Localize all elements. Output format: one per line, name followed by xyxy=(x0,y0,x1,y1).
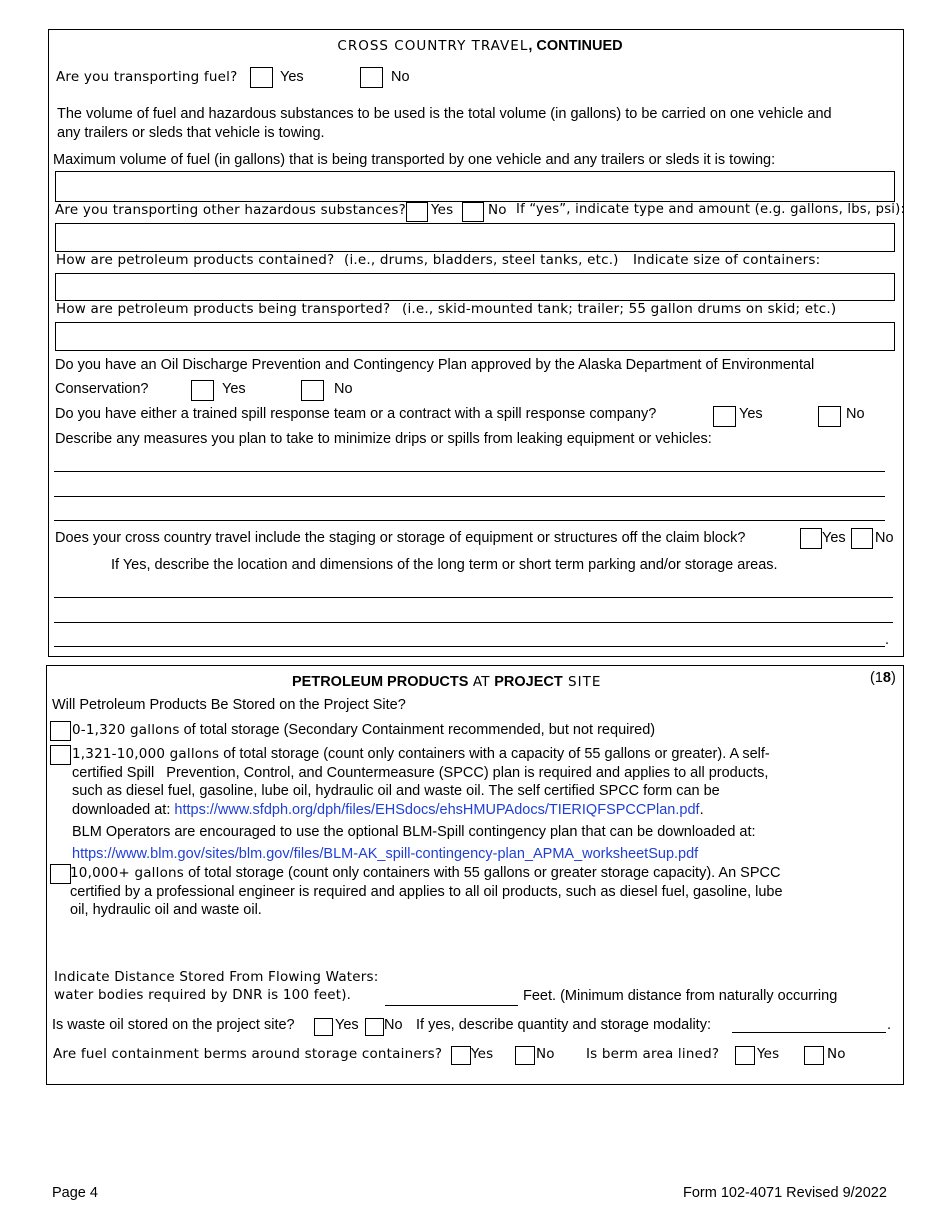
section2-title: PETROLEUM PRODUCTS AT PROJECT SITE xyxy=(292,674,602,690)
q-odpcp-line1: Do you have an Oil Discharge Prevention and Contingency Plan approved by the Alaska Department of Environmental xyxy=(55,357,815,373)
q-measures: Describe any measures you plan to take to minimize drips or spills from leaking equipment or vehicles: xyxy=(55,431,712,447)
storage-option-1: 0-1,320 gallons of total storage (Secondary Containment recommended, but not required) xyxy=(72,722,656,738)
berm-lined-yes-checkbox[interactable] xyxy=(735,1046,755,1065)
fuel-no-checkbox[interactable] xyxy=(360,67,383,88)
measures-line-2[interactable] xyxy=(54,496,885,497)
berms-yes-checkbox[interactable] xyxy=(451,1046,471,1065)
storage-10000-plus-checkbox[interactable] xyxy=(50,864,71,884)
storage-option-2-line3: such as diesel fuel, gasoline, lube oil, hydraulic oil and waste oil. The self certified SPCC form can be xyxy=(72,783,720,799)
spill-team-no-checkbox[interactable] xyxy=(818,406,841,427)
contained-size: Indicate size of containers: xyxy=(633,252,821,268)
staging-yes-label: Yes xyxy=(822,530,846,546)
max-volume-label: Maximum volume of fuel (in gallons) that is being transported by one vehicle and any trailers or sleds it is towing: xyxy=(53,152,776,168)
staging-line-3[interactable] xyxy=(54,646,885,647)
spill-team-yes-checkbox[interactable] xyxy=(713,406,736,427)
q-berms: Are fuel containment berms around storage containers? xyxy=(53,1046,443,1062)
q-transporting-fuel: Are you transporting fuel? xyxy=(56,69,238,85)
volume-note-line1: The volume of fuel and hazardous substances to be used is the total volume (in gallons) to be carried on one vehicle and xyxy=(57,106,832,122)
measures-line-3[interactable] xyxy=(54,520,885,521)
section1-title: CROSS COUNTRY TRAVEL, CONTINUED xyxy=(337,38,623,54)
waste-oil-no-label: No xyxy=(384,1017,403,1033)
q-hazardous-substances: Are you transporting other hazardous substances? xyxy=(55,202,407,218)
blm-text: BLM Operators are encouraged to use the optional BLM-Spill contingency plan that can be downloaded at: xyxy=(72,824,756,840)
staging-end-period: . xyxy=(885,632,890,648)
berms-no-checkbox[interactable] xyxy=(515,1046,535,1065)
max-volume-field[interactable] xyxy=(55,171,895,202)
footer-page-number: Page 4 xyxy=(52,1185,98,1201)
waste-oil-no-checkbox[interactable] xyxy=(365,1018,384,1036)
storage-option-3-line3: oil, hydraulic oil and waste oil. xyxy=(70,902,262,918)
storage-option-2-line2: certified Spill Prevention, Control, and Countermeasure (SPCC) plan is required and applies to all products, xyxy=(72,765,769,781)
transported-examples: (i.e., skid-mounted tank; trailer; 55 gallon drums on skid; etc.) xyxy=(402,301,837,317)
contained-examples: (i.e., drums, bladders, steel tanks, etc.) xyxy=(344,252,619,268)
distance-feet-label: Feet. (Minimum distance from naturally occurring xyxy=(523,988,838,1004)
berms-yes-label: Yes xyxy=(471,1046,494,1062)
hazardous-yes-label: Yes xyxy=(431,202,454,218)
q-stored: Will Petroleum Products Be Stored on the Project Site? xyxy=(52,697,406,713)
hazardous-no-label: No xyxy=(488,202,507,218)
fuel-yes-label: Yes xyxy=(280,69,304,85)
staging-line-1[interactable] xyxy=(54,597,893,598)
staging-yes-checkbox[interactable] xyxy=(800,528,822,549)
hazardous-no-checkbox[interactable] xyxy=(462,202,484,222)
waste-oil-end-period: . xyxy=(887,1017,892,1033)
berm-lined-yes-label: Yes xyxy=(757,1046,780,1062)
odpcp-yes-label: Yes xyxy=(222,381,246,397)
blm-plan-link[interactable]: https://www.blm.gov/sites/blm.gov/files/BLM-AK_spill-contingency-plan_APMA_worksheetSup.pdf xyxy=(72,846,699,862)
waste-oil-if-yes: If yes, describe quantity and storage modality: xyxy=(416,1017,711,1033)
odpcp-no-checkbox[interactable] xyxy=(301,380,324,401)
waste-oil-yes-checkbox[interactable] xyxy=(314,1018,333,1036)
storage-option-2-line1: 1,321-10,000 gallons of total storage (count only containers with a capacity of 55 gallons or greater). A self- xyxy=(72,746,770,762)
q-staging: Does your cross country travel include the staging or storage of equipment or structures off the claim block? xyxy=(55,530,746,546)
storage-0-1320-checkbox[interactable] xyxy=(50,721,71,741)
spill-team-no-label: No xyxy=(846,406,865,422)
storage-option-3-line2: certified by a professional engineer is required and applies to all oil products, such as diesel fuel, gasoline, lube xyxy=(70,884,783,900)
hazardous-if-yes: If “yes”, indicate type and amount (e.g. gallons, lbs, psi): xyxy=(516,202,906,217)
berms-no-label: No xyxy=(536,1046,555,1062)
berm-lined-no-checkbox[interactable] xyxy=(804,1046,824,1065)
fuel-yes-checkbox[interactable] xyxy=(250,67,273,88)
hazardous-yes-checkbox[interactable] xyxy=(406,202,428,222)
q-contained: How are petroleum products contained? xyxy=(56,252,335,268)
distance-note: water bodies required by DNR is 100 feet). xyxy=(54,987,352,1003)
q-waste-oil: Is waste oil stored on the project site? xyxy=(52,1017,295,1033)
q-spill-team: Do you have either a trained spill response team or a contract with a spill response company? xyxy=(55,406,657,422)
storage-option-2-line4: downloaded at: https://www.sfdph.org/dph/files/EHSdocs/ehsHMUPAdocs/TIERIQFSPCCPlan.pdf. xyxy=(72,802,704,818)
odpcp-yes-checkbox[interactable] xyxy=(191,380,214,401)
footer-form-number: Form 102-4071 Revised 9/2022 xyxy=(683,1185,887,1201)
staging-no-checkbox[interactable] xyxy=(851,528,873,549)
spill-team-yes-label: Yes xyxy=(739,406,763,422)
staging-describe: If Yes, describe the location and dimensions of the long term or short term parking and/or storage areas. xyxy=(111,557,778,573)
distance-feet-field[interactable] xyxy=(385,1005,518,1006)
storage-option-3-line1: 10,000+ gallons of total storage (count only containers with 55 gallons or greater storage capacity). An SPCC xyxy=(70,865,781,881)
contained-field[interactable] xyxy=(55,273,895,301)
measures-line-1[interactable] xyxy=(54,471,885,472)
storage-1321-10000-checkbox[interactable] xyxy=(50,745,71,765)
staging-no-label: No xyxy=(875,530,894,546)
hazardous-field[interactable] xyxy=(55,223,895,252)
section2-number: (18) xyxy=(870,670,896,686)
waste-oil-description-field[interactable] xyxy=(732,1032,886,1033)
spcc-plan-link[interactable]: https://www.sfdph.org/dph/files/EHSdocs/ehsHMUPAdocs/TIERIQFSPCCPlan.pdf xyxy=(174,802,700,818)
q-berm-lined: Is berm area lined? xyxy=(586,1046,720,1062)
berm-lined-no-label: No xyxy=(827,1046,846,1062)
fuel-no-label: No xyxy=(391,69,410,85)
odpcp-no-label: No xyxy=(334,381,353,397)
transported-field[interactable] xyxy=(55,322,895,351)
q-transported: How are petroleum products being transported? xyxy=(56,301,391,317)
volume-note-line2: any trailers or sleds that vehicle is towing. xyxy=(57,125,325,141)
distance-label: Indicate Distance Stored From Flowing Waters: xyxy=(54,969,379,985)
waste-oil-yes-label: Yes xyxy=(335,1017,359,1033)
staging-line-2[interactable] xyxy=(54,622,893,623)
q-odpcp-line2: Conservation? xyxy=(55,381,149,397)
